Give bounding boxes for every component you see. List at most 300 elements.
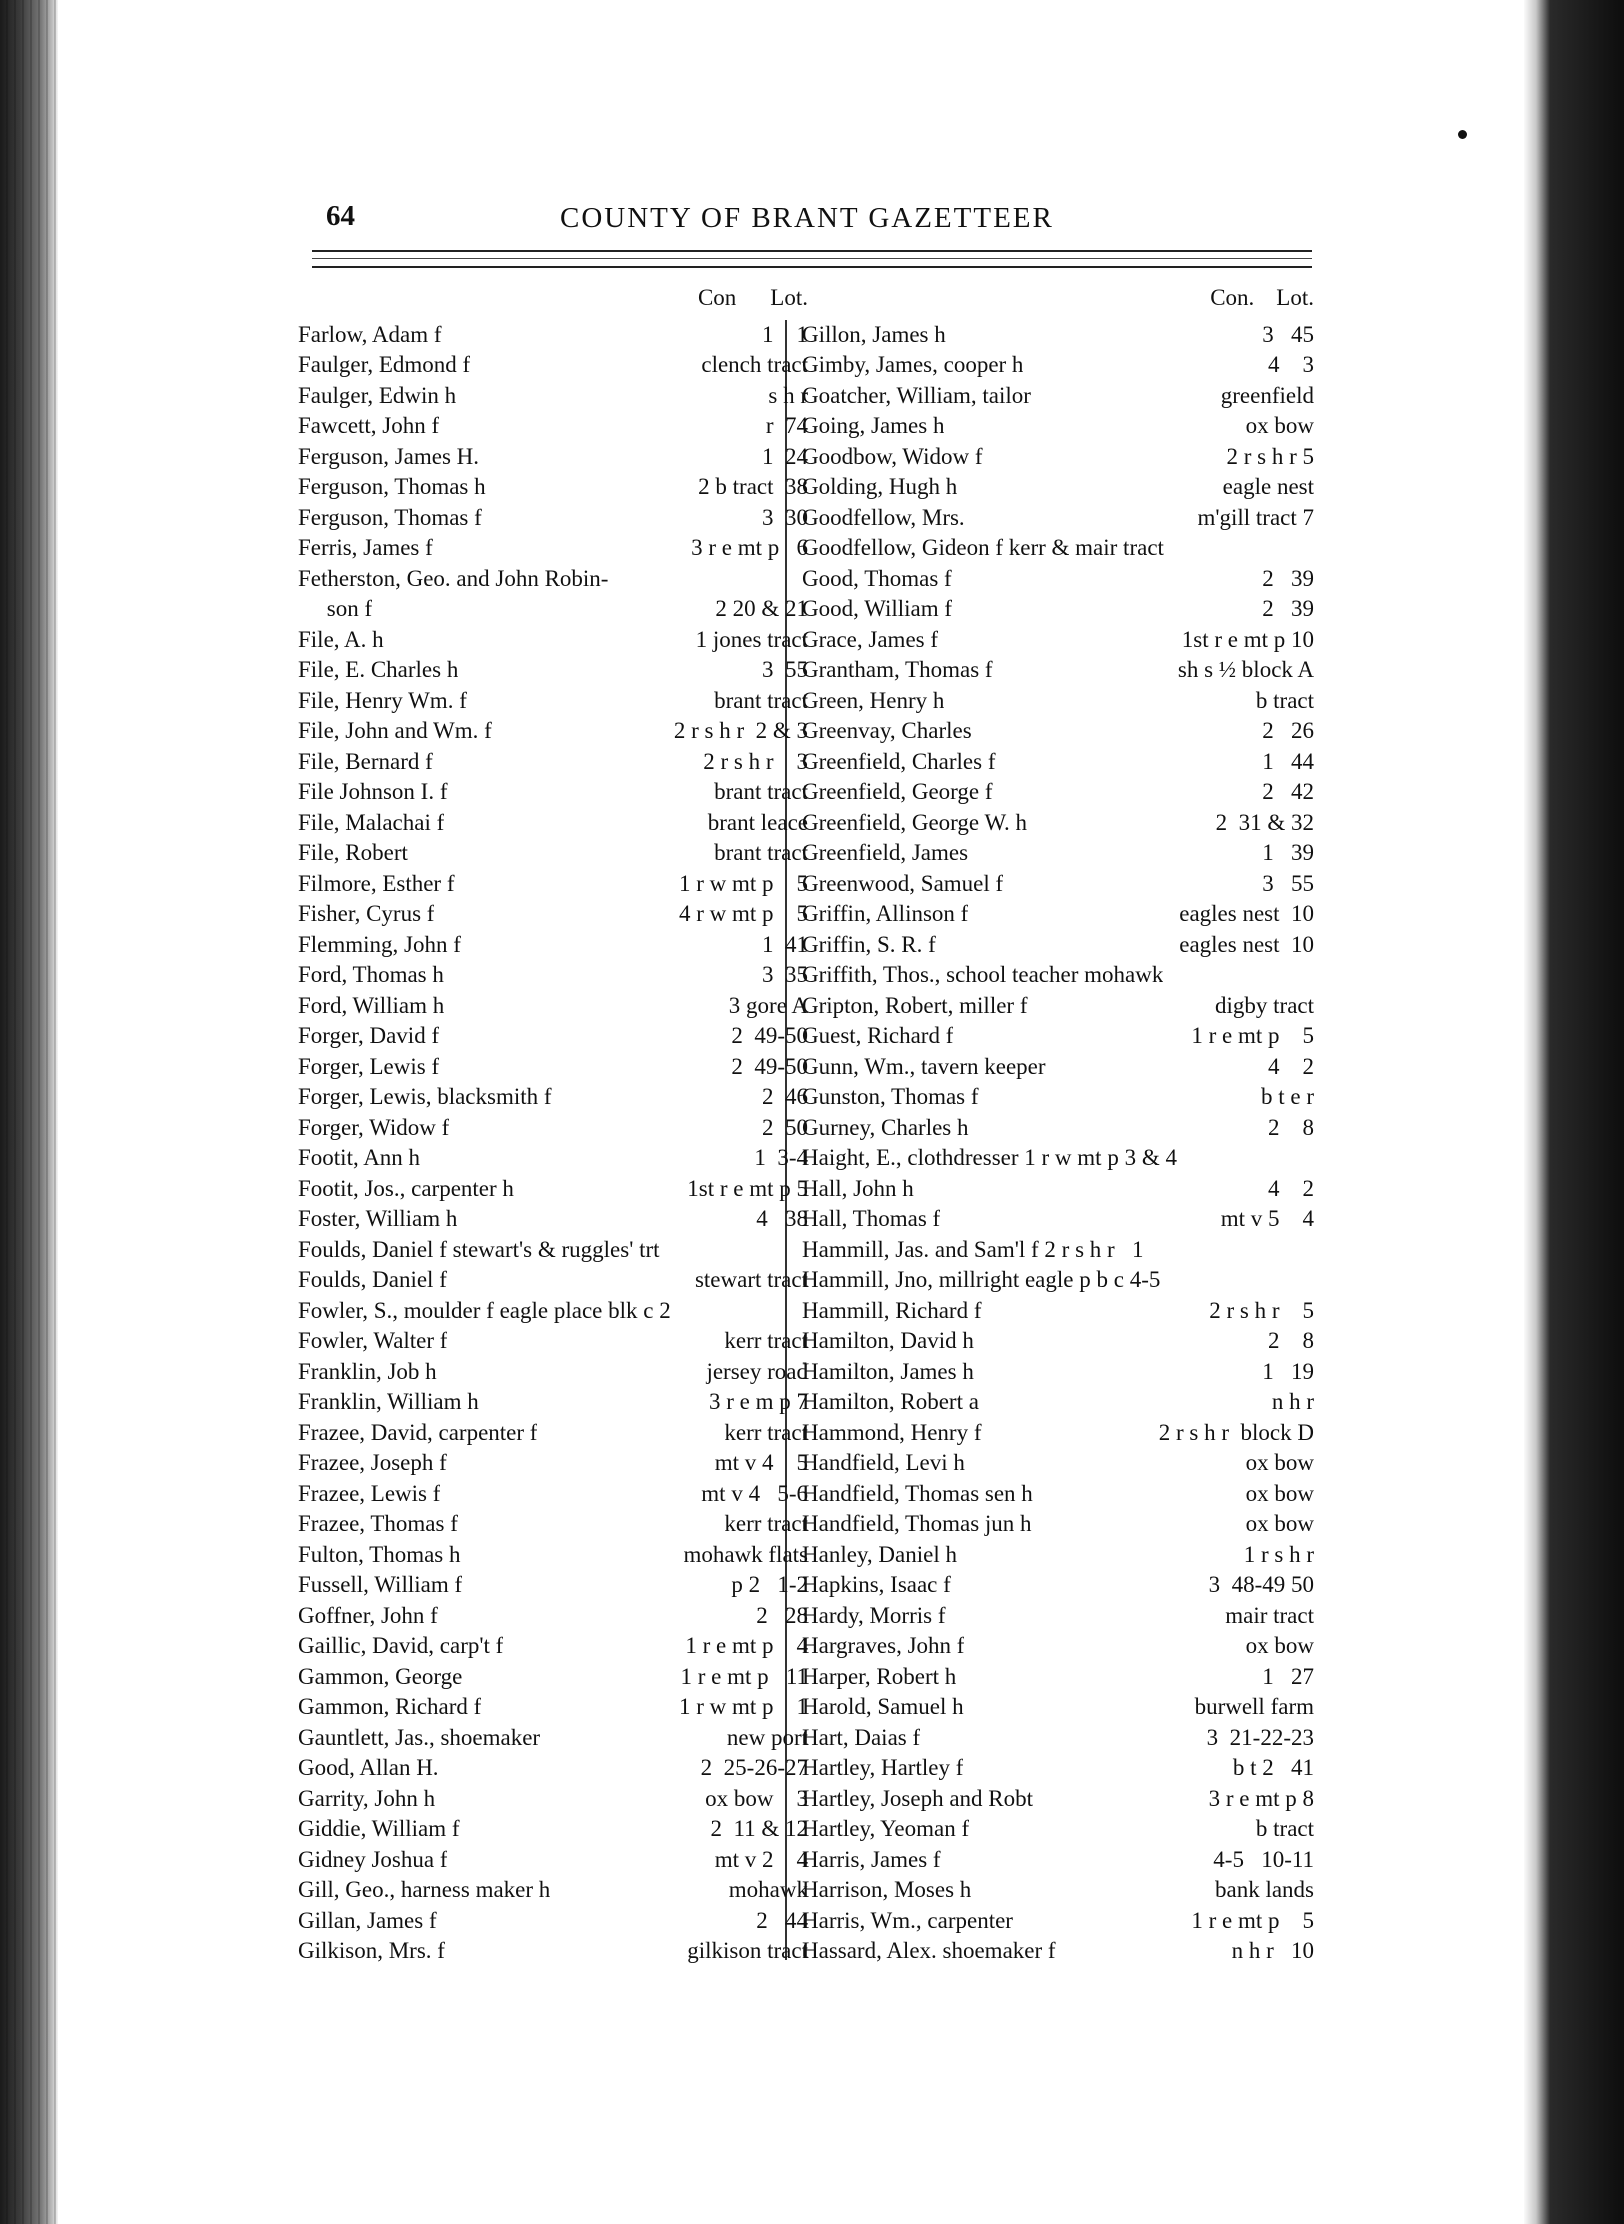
entry-location: mt v 2 4 (714, 1846, 808, 1872)
entry-name: Hassard, Alex. shoemaker f (802, 1938, 1056, 1963)
entry-location: kerr tract (724, 1419, 808, 1445)
directory-entry (802, 1722, 1314, 1753)
entry-name: Faulger, Edmond f (298, 352, 471, 377)
entry-location: 2 25-26-27 (700, 1755, 808, 1780)
entry-name: Greenfield, George f (802, 779, 993, 804)
entry-location: 3 45 (1262, 321, 1314, 347)
entry-location: 1 r w mt p 1 (678, 1694, 808, 1719)
entry-name: Griffin, S. R. f (802, 931, 936, 957)
entry-name: Filmore, Esther f (298, 870, 455, 896)
directory-entry (802, 1295, 1314, 1326)
entry-name: Harper, Robert h (802, 1663, 957, 1689)
entry-location: kerr tract (724, 1328, 808, 1353)
directory-entry (802, 563, 1314, 594)
entry-location: 2 r s h r 2 & 3 (673, 718, 808, 743)
entry-name: Foulds, Daniel f stewart's & ruggles' trt (298, 1236, 660, 1262)
entry-name: Hammill, Jas. and Sam'l f 2 r s h r 1 (802, 1236, 1144, 1262)
entry-name: File, Bernard f (298, 748, 433, 774)
directory-entry (298, 1753, 808, 1784)
directory-entry (802, 655, 1314, 686)
directory-entry (802, 1600, 1314, 1631)
entry-location: eagle nest (1222, 474, 1314, 499)
directory-entry (298, 1173, 808, 1204)
header-rule (312, 250, 1312, 252)
entry-name: Hanley, Daniel h (802, 1541, 957, 1567)
entry-name: Gunston, Thomas f (802, 1084, 979, 1109)
entry-name: Hargraves, John f (802, 1633, 965, 1658)
entry-name: Hardy, Morris f (802, 1602, 946, 1628)
directory-entry (802, 472, 1314, 503)
directory-entry (298, 716, 808, 747)
entry-name: File, A. h (298, 626, 384, 652)
entry-location: eagles nest 10 (1179, 901, 1314, 926)
directory-entry (802, 1265, 1314, 1296)
entry-name: Ferguson, Thomas f (298, 504, 482, 530)
entry-location: 1 r s h r (1243, 1541, 1314, 1567)
entry-location: 3 35 (762, 962, 808, 987)
entry-name: Green, Henry h (802, 687, 945, 713)
entry-name: Gidney Joshua f (298, 1846, 448, 1872)
directory-entry (298, 1814, 808, 1845)
entry-location: b tract (1255, 687, 1314, 713)
directory-entry (802, 1936, 1314, 1967)
entry-location: brant tract (714, 840, 808, 865)
entry-location: eagles nest 10 (1179, 931, 1314, 957)
entry-name: Gill, Geo., harness maker h (298, 1877, 551, 1902)
entry-location: 2 46 (762, 1084, 808, 1109)
directory-entry (802, 868, 1314, 899)
entry-name: Forger, Lewis f (298, 1053, 440, 1079)
entry-name: Forger, Widow f (298, 1114, 450, 1140)
ink-dot (1458, 130, 1467, 139)
entry-name: Forger, David f (298, 1023, 440, 1048)
directory-entry (298, 1570, 808, 1601)
directory-entry (802, 1814, 1314, 1845)
entry-name: Greenfield, James (802, 840, 969, 865)
entry-location: stewart tract (694, 1267, 808, 1292)
entry-location: jersey road (706, 1358, 808, 1384)
directory-entry (802, 502, 1314, 533)
entry-name: Hamilton, James h (802, 1358, 974, 1384)
entry-location: 1 3-4 (754, 1145, 808, 1170)
directory-entry (802, 990, 1314, 1021)
entry-name: Hartley, Joseph and Robt (802, 1785, 1034, 1811)
entry-name: Goodfellow, Mrs. (802, 504, 965, 530)
entry-name: Goffner, John f (298, 1602, 438, 1628)
directory-entry (802, 1356, 1314, 1387)
entry-name: Hammill, Jno, millright eagle p b c 4-5 (802, 1267, 1161, 1292)
directory-entry (802, 1539, 1314, 1570)
entry-location: m'gill tract 7 (1197, 504, 1314, 530)
entry-name: Hall, Thomas f (802, 1206, 941, 1231)
entry-location: ox bow 3 (705, 1785, 808, 1811)
entry-name: Fussell, William f (298, 1572, 463, 1597)
entry-name: Forger, Lewis, blacksmith f (298, 1084, 552, 1109)
directory-entry (802, 1387, 1314, 1418)
directory-entry (802, 1448, 1314, 1479)
entry-name: Gilkison, Mrs. f (298, 1938, 445, 1963)
entry-name: Footit, Ann h (298, 1145, 421, 1170)
entry-name: Foulds, Daniel f (298, 1267, 447, 1292)
directory-entry (298, 990, 808, 1021)
entry-name: Griffin, Allinson f (802, 901, 969, 926)
entry-location: 3 gore A (728, 992, 808, 1018)
entry-name: Franklin, William h (298, 1389, 479, 1414)
entry-location: 4-5 10-11 (1213, 1846, 1314, 1872)
entry-name: Ferris, James f (298, 535, 433, 560)
directory-entry (298, 1539, 808, 1570)
con-heading: Con (697, 285, 737, 310)
entry-name: Gammon, Richard f (298, 1694, 482, 1719)
directory-entry (298, 838, 808, 869)
entry-name: File, Henry Wm. f (298, 687, 467, 713)
entry-name: Hamilton, Robert a (802, 1389, 979, 1414)
directory-entry (298, 1143, 808, 1174)
entry-name: File, John and Wm. f (298, 718, 492, 743)
entry-location: mohawk flats (683, 1541, 808, 1567)
entry-location: greenfield (1220, 382, 1314, 408)
directory-entry (298, 1722, 808, 1753)
directory-entry (298, 1692, 808, 1723)
entry-name: File, Robert (298, 840, 408, 865)
directory-entry (298, 350, 808, 381)
entry-location: b t 2 41 (1232, 1755, 1314, 1780)
entry-name: Frazee, Lewis f (298, 1480, 441, 1506)
entry-location: 1 r e mt p 4 (685, 1633, 808, 1658)
entry-location: 2 11 & 12 (710, 1816, 808, 1841)
directory-entry (802, 1905, 1314, 1936)
directory-entry (298, 319, 808, 350)
entry-name: Haight, E., clothdresser 1 r w mt p 3 & 4 (802, 1145, 1177, 1170)
directory-entry (298, 594, 808, 625)
entry-location: ox bow (1245, 1480, 1314, 1506)
entry-location: 1 27 (1262, 1663, 1314, 1689)
directory-entry (298, 1082, 808, 1113)
directory-entry (802, 777, 1314, 808)
directory-entry (802, 807, 1314, 838)
entry-location: 1 r e mt p 11 (680, 1663, 808, 1689)
entry-location: 4 3 (1268, 352, 1314, 377)
entry-location: mt v 4 5 (714, 1450, 808, 1475)
entry-name: Footit, Jos., carpenter h (298, 1175, 514, 1201)
directory-entry (298, 533, 808, 564)
entry-name: Good, Allan H. (298, 1755, 439, 1780)
entry-location: 1 44 (1262, 748, 1314, 774)
entry-name: Hall, John h (802, 1175, 914, 1201)
directory-entry (298, 1905, 808, 1936)
page-edge-shadow (1524, 0, 1624, 2224)
entry-location: 3 21-22-23 (1206, 1724, 1314, 1750)
entry-name: Hapkins, Isaac f (802, 1572, 951, 1597)
entry-location: mohawk (728, 1877, 808, 1902)
entry-location: ox bow (1245, 1450, 1314, 1475)
directory-entry (298, 1600, 808, 1631)
entry-name: Gurney, Charles h (802, 1114, 969, 1140)
lot-heading: Lot. (770, 285, 808, 310)
entry-location: mt v 4 5-6 (701, 1480, 808, 1506)
entry-name: Fulton, Thomas h (298, 1541, 461, 1567)
directory-entry (298, 1448, 808, 1479)
entry-name: Guest, Richard f (802, 1023, 954, 1048)
entry-location: brant tract (714, 687, 808, 713)
entry-name: Grace, James f (802, 626, 939, 652)
directory-entry (802, 594, 1314, 625)
column-header (802, 285, 1314, 319)
entry-name: Gripton, Robert, miller f (802, 992, 1028, 1018)
directory-entry (802, 1783, 1314, 1814)
entry-name: Griffith, Thos., school teacher mohawk (802, 962, 1164, 987)
entry-location: kerr tract (724, 1511, 808, 1536)
entry-name: Grantham, Thomas f (802, 657, 993, 682)
entry-name: Gillan, James f (298, 1907, 437, 1933)
directory-entry (298, 655, 808, 686)
entry-location: 2 49-50 (731, 1023, 808, 1048)
entry-location: sh s ½ block A (1177, 657, 1314, 682)
directory-entry (802, 533, 1314, 564)
directory-entry (802, 1631, 1314, 1662)
directory-entry (298, 1661, 808, 1692)
entry-name: Goodfellow, Gideon f kerr & mair tract (802, 535, 1164, 560)
entry-name: Farlow, Adam f (298, 321, 442, 347)
directory-entry (298, 1478, 808, 1509)
entry-location: 2 r s h r 5 (1226, 443, 1314, 469)
entry-name: Ferguson, James H. (298, 443, 480, 469)
lot-heading: Lot. (1276, 285, 1314, 310)
entry-location: 1 r e mt p 5 (1191, 1023, 1314, 1048)
entry-location: 3 48-49 50 (1208, 1572, 1314, 1597)
entry-location: 2 39 (1262, 565, 1314, 591)
entry-location: 1 1 (762, 321, 808, 347)
entry-name: Golding, Hugh h (802, 474, 958, 499)
entry-location: 3 r e mt p 6 (691, 535, 808, 560)
directory-entry (298, 1875, 808, 1906)
entry-name: Handfield, Levi h (802, 1450, 965, 1475)
directory-entry (802, 899, 1314, 930)
entry-location: burwell farm (1194, 1694, 1314, 1719)
entry-location: 1st r e mt p 5 (687, 1175, 808, 1201)
directory-entry (298, 960, 808, 991)
entry-location: 2 39 (1262, 596, 1314, 621)
entry-name: Greenfield, Charles f (802, 748, 996, 774)
entry-location: 4 2 (1268, 1175, 1314, 1201)
directory-entry (802, 838, 1314, 869)
directory-entry (298, 777, 808, 808)
directory-entry (802, 685, 1314, 716)
entry-location: digby tract (1215, 992, 1314, 1018)
entry-location: brant leace (707, 809, 808, 835)
directory-entry (802, 1478, 1314, 1509)
directory-column-right (802, 285, 1314, 1966)
entry-location: new port (726, 1724, 808, 1750)
directory-entry (802, 1661, 1314, 1692)
entry-name: Hartley, Yeoman f (802, 1816, 970, 1841)
entry-name: Harold, Samuel h (802, 1694, 964, 1719)
entry-name: Frazee, David, carpenter f (298, 1419, 538, 1445)
directory-entry (802, 380, 1314, 411)
entry-location: 1 41 (762, 931, 808, 957)
directory-entry (298, 929, 808, 960)
entry-name: Ford, William h (298, 992, 445, 1018)
directory-entry (802, 1326, 1314, 1357)
directory-entry (298, 1112, 808, 1143)
directory-entry (298, 502, 808, 533)
entry-name: Good, Thomas f (802, 565, 952, 591)
directory-entry (802, 929, 1314, 960)
entry-location: 3 55 (1262, 870, 1314, 896)
entry-name: File, E. Charles h (298, 657, 459, 682)
entry-location: 2 r s h r block D (1158, 1419, 1314, 1445)
entry-location: 4 r w mt p 5 (678, 901, 808, 926)
entry-location: 3 55 (762, 657, 808, 682)
entry-location: r 74 (765, 413, 808, 438)
directory-entry (802, 1173, 1314, 1204)
entry-location: 2 42 (1262, 779, 1314, 804)
entry-name: Good, William f (802, 596, 953, 621)
entry-name: Fowler, Walter f (298, 1328, 448, 1353)
directory-entry (298, 441, 808, 472)
entry-list (298, 319, 808, 1966)
entry-location: n h r 10 (1231, 1938, 1314, 1963)
directory-entry (802, 1875, 1314, 1906)
directory-entry (298, 868, 808, 899)
binding-streaks (0, 0, 58, 2224)
entry-name: Flemming, John f (298, 931, 461, 957)
directory-entry (298, 1234, 808, 1265)
entry-name: Harris, Wm., carpenter (802, 1907, 1013, 1933)
entry-location: 1 jones tract (695, 626, 808, 652)
directory-entry (298, 411, 808, 442)
entry-location: 1 r e mt p 5 (1191, 1907, 1314, 1933)
directory-entry (802, 1021, 1314, 1052)
entry-name: Handfield, Thomas sen h (802, 1480, 1033, 1506)
entry-location: 1 39 (1262, 840, 1314, 865)
entry-name: Goatcher, William, tailor (802, 382, 1031, 408)
entry-location: b t e r (1260, 1084, 1314, 1109)
entry-location: 2 44 (756, 1907, 808, 1933)
directory-entry (802, 1082, 1314, 1113)
entry-name: Fisher, Cyrus f (298, 901, 435, 926)
entry-location: 2 8 (1268, 1328, 1314, 1353)
entry-name: Hartley, Hartley f (802, 1755, 964, 1780)
page-title: COUNTY OF BRANT GAZETTEER (560, 202, 1054, 234)
directory-entry (298, 1204, 808, 1235)
entry-name: Gimby, James, cooper h (802, 352, 1024, 377)
directory-entry (802, 1417, 1314, 1448)
directory-entry (802, 960, 1314, 991)
entry-location: n h r (1271, 1389, 1314, 1414)
entry-location: mt v 5 4 (1220, 1206, 1314, 1231)
directory-entry (298, 807, 808, 838)
entry-location: 2 r s h r 3 (703, 748, 808, 774)
entry-name: Harrison, Moses h (802, 1877, 972, 1902)
entry-name: Garrity, John h (298, 1785, 436, 1811)
directory-entry (802, 1844, 1314, 1875)
directory-entry (802, 1692, 1314, 1723)
entry-location: 2 49-50 (731, 1053, 808, 1079)
directory-entry (802, 624, 1314, 655)
directory-entry (298, 746, 808, 777)
entry-location: p 2 1-2 (731, 1572, 808, 1597)
directory-entry (802, 1051, 1314, 1082)
entry-name: Greenfield, George W. h (802, 809, 1028, 835)
directory-entry (298, 1326, 808, 1357)
entry-name: File, Malachai f (298, 809, 445, 835)
entry-name: File Johnson I. f (298, 779, 448, 804)
entry-name: Faulger, Edwin h (298, 382, 457, 408)
entry-location: 4 2 (1268, 1053, 1314, 1079)
directory-entry (298, 1783, 808, 1814)
directory-column-left (298, 285, 808, 1966)
entry-location: 2 31 & 32 (1215, 809, 1314, 835)
entry-name: Going, James h (802, 413, 945, 438)
entry-location: 4 38 (756, 1206, 808, 1231)
directory-entry (802, 716, 1314, 747)
entry-location: 1 19 (1262, 1358, 1314, 1384)
entry-list (802, 319, 1314, 1966)
entry-name: son f (298, 596, 373, 621)
entry-name: Gauntlett, Jas., shoemaker (298, 1724, 541, 1750)
entry-location: ox bow (1245, 1511, 1314, 1536)
directory-entry (802, 1753, 1314, 1784)
directory-entry (802, 1112, 1314, 1143)
entry-name: Harris, James f (802, 1846, 941, 1872)
entry-name: Goodbow, Widow f (802, 443, 983, 469)
directory-entry (298, 1356, 808, 1387)
entry-name: Hart, Daias f (802, 1724, 921, 1750)
directory-entry (298, 1631, 808, 1662)
entry-name: Franklin, Job h (298, 1358, 437, 1384)
directory-entry (298, 1295, 808, 1326)
entry-location: 2 26 (1262, 718, 1314, 743)
directory-entry (802, 411, 1314, 442)
entry-location: brant tract (714, 779, 808, 804)
entry-location: 1st r e mt p 10 (1181, 626, 1314, 652)
con-heading: Con. (1210, 285, 1255, 310)
entry-location: 3 r e mt p 8 (1208, 1785, 1314, 1811)
entry-name: Greenwood, Samuel f (802, 870, 1004, 896)
entry-name: Ford, Thomas h (298, 962, 444, 987)
entry-name: Gillon, James h (802, 321, 946, 347)
column-header (298, 285, 808, 319)
entry-name: Frazee, Joseph f (298, 1450, 447, 1475)
entry-location: 1 24 (762, 443, 808, 469)
header-rule (312, 258, 1312, 259)
entry-name: Handfield, Thomas jun h (802, 1511, 1032, 1536)
directory-entry (298, 899, 808, 930)
entry-location: s h r (768, 382, 808, 408)
directory-entry (802, 441, 1314, 472)
directory-entry (298, 380, 808, 411)
directory-entry (802, 1204, 1314, 1235)
entry-name: Hammond, Henry f (802, 1419, 982, 1445)
directory-entry (298, 624, 808, 655)
directory-entry (298, 1265, 808, 1296)
entry-location: ox bow (1245, 413, 1314, 438)
page-number: 64 (326, 200, 355, 232)
entry-location: 3 r e m p 7 (708, 1389, 808, 1414)
entry-location: bank lands (1214, 1877, 1314, 1902)
directory-entry (298, 472, 808, 503)
entry-name: Giddie, William f (298, 1816, 460, 1841)
directory-entry (802, 1234, 1314, 1265)
directory-entry (298, 1021, 808, 1052)
entry-name: Gammon, George (298, 1663, 463, 1689)
entry-name: Hammill, Richard f (802, 1297, 982, 1323)
entry-name: Greenvay, Charles (802, 718, 972, 743)
directory-entry (298, 1509, 808, 1540)
entry-name: Gunn, Wm., tavern keeper (802, 1053, 1046, 1079)
entry-name: Gaillic, David, carp't f (298, 1633, 504, 1658)
